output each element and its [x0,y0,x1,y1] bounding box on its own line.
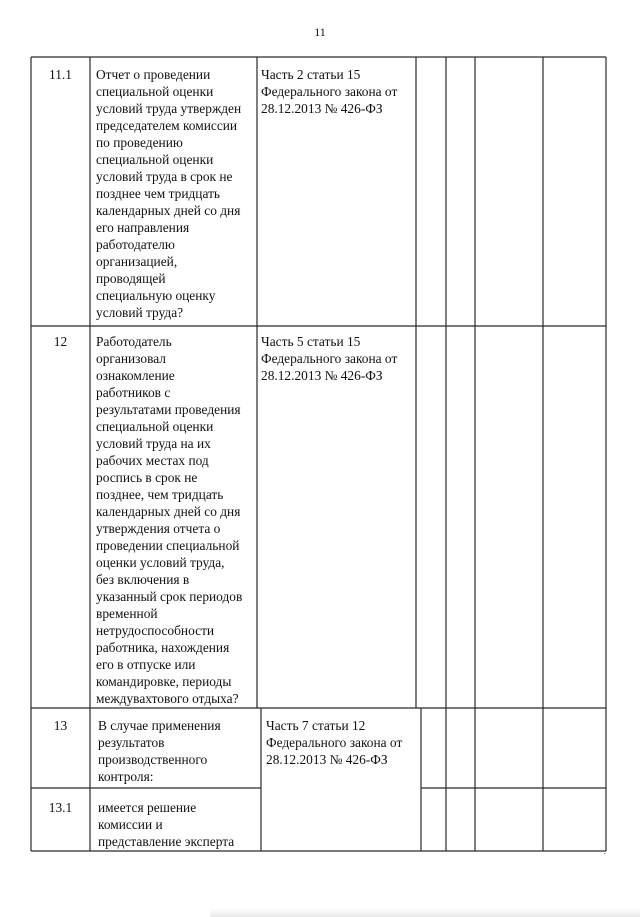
row-reference-11-1: Часть 2 статьи 15 Федерального закона от 28.12.2013 № 426-ФЗ [261,67,398,116]
page-number: 11 [314,25,326,39]
row-question-13: В случае применения результатов производственного контроля: [98,718,221,784]
row-question-12: Работодатель организовал ознакомление работников с результатами проведения специальной оценки условий труда на их рабочих местах под роспись в срок не позднее, чем тридцать календарных дней со дня утверждения отчета о проведении специальной оценки условий труда, без включения в указанный срок периодов временной нетрудоспособности работника, нахождения его в отпуске или командировке, периоды междувахтового отдыха? [96,334,243,706]
row-question-13-1: имеется решение комиссии и представление эксперта [98,800,235,849]
page-edge-shadow [210,908,640,917]
row-number-11-1: 11.1 [49,67,72,82]
row-question-11-1: Отчет о проведении специальной оценки условий труда утвержден председателем комиссии по проведению специальной оценки условий труда в срок не позднее чем тридцать календарных дней со дня его направления работодателю организацией, проводящей специальную оценку условий труда? [96,67,242,320]
row-number-13-1: 13.1 [48,800,73,815]
row-number-13: 13 [53,718,68,733]
row-reference-13: Часть 7 статьи 12 Федерального закона от 28.12.2013 № 426-ФЗ [266,718,403,767]
scan-artifact: ˙ [603,852,607,863]
row-number-12: 12 [53,334,68,349]
row-reference-12: Часть 5 статьи 15 Федерального закона от 28.12.2013 № 426-ФЗ [261,334,398,383]
